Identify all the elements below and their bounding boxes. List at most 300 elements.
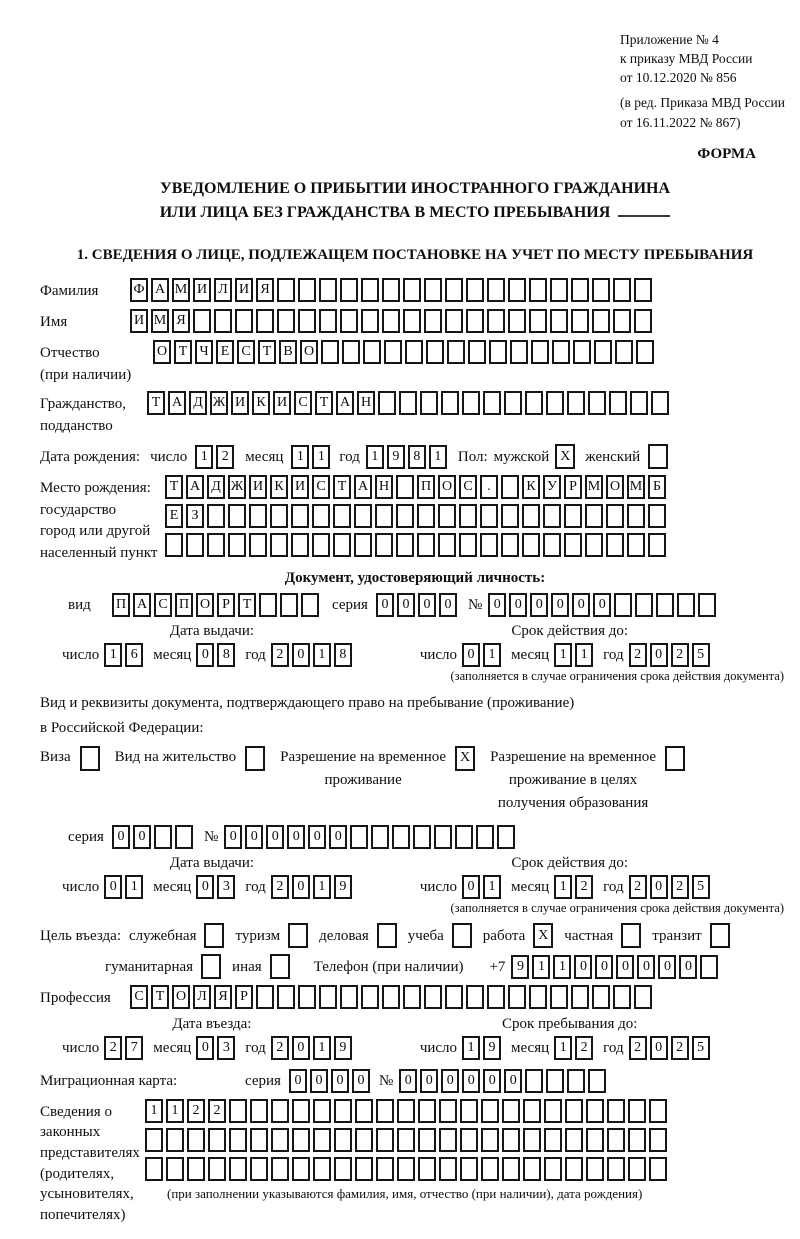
birth-place-field-line1[interactable]	[165, 475, 669, 499]
char-cell[interactable]	[480, 533, 498, 557]
char-cell[interactable]	[292, 1157, 310, 1181]
char-cell[interactable]: 5	[692, 875, 710, 899]
char-cell[interactable]	[298, 985, 316, 1009]
char-cell[interactable]	[439, 1099, 457, 1123]
char-cell[interactable]	[677, 593, 695, 617]
char-cell[interactable]	[567, 1069, 585, 1093]
char-cell[interactable]	[586, 1099, 604, 1123]
char-cell[interactable]	[497, 825, 515, 849]
char-cell[interactable]: О	[196, 593, 214, 617]
char-cell[interactable]	[586, 1157, 604, 1181]
char-cell[interactable]	[154, 825, 172, 849]
char-cell[interactable]: 9	[334, 1036, 352, 1060]
char-cell[interactable]: Я	[256, 278, 274, 302]
purpose-official-checkbox[interactable]	[204, 923, 224, 948]
char-cell[interactable]	[207, 533, 225, 557]
char-cell[interactable]: 2	[271, 875, 289, 899]
migration-series-field[interactable]	[289, 1069, 373, 1093]
char-cell[interactable]: И	[291, 475, 309, 499]
char-cell[interactable]: К	[270, 475, 288, 499]
char-cell[interactable]	[354, 504, 372, 528]
char-cell[interactable]	[445, 985, 463, 1009]
char-cell[interactable]: 2	[575, 1036, 593, 1060]
char-cell[interactable]	[634, 985, 652, 1009]
char-cell[interactable]: И	[249, 475, 267, 499]
char-cell[interactable]	[522, 533, 540, 557]
char-cell[interactable]	[403, 309, 421, 333]
char-cell[interactable]	[502, 1099, 520, 1123]
char-cell[interactable]	[417, 533, 435, 557]
char-cell[interactable]	[501, 504, 519, 528]
profession-field[interactable]	[130, 985, 655, 1009]
char-cell[interactable]: 1	[145, 1099, 163, 1123]
char-cell[interactable]: 0	[292, 1036, 310, 1060]
char-cell[interactable]: 5	[692, 1036, 710, 1060]
char-cell[interactable]	[459, 533, 477, 557]
char-cell[interactable]	[550, 278, 568, 302]
char-cell[interactable]: Е	[165, 504, 183, 528]
char-cell[interactable]	[459, 504, 477, 528]
char-cell[interactable]: 2	[208, 1099, 226, 1123]
char-cell[interactable]	[508, 985, 526, 1009]
residence-valid-month-field[interactable]	[554, 875, 596, 899]
char-cell[interactable]	[635, 593, 653, 617]
char-cell[interactable]: 0	[308, 825, 326, 849]
char-cell[interactable]: 9	[483, 1036, 501, 1060]
residence-series-field[interactable]	[112, 825, 196, 849]
char-cell[interactable]: 1	[166, 1099, 184, 1123]
char-cell[interactable]: 0	[418, 593, 436, 617]
purpose-tourism-checkbox[interactable]	[288, 923, 308, 948]
char-cell[interactable]	[392, 825, 410, 849]
entry-month-field[interactable]	[196, 1036, 238, 1060]
char-cell[interactable]	[606, 504, 624, 528]
char-cell[interactable]	[460, 1157, 478, 1181]
char-cell[interactable]	[321, 340, 339, 364]
char-cell[interactable]: С	[312, 475, 330, 499]
char-cell[interactable]	[609, 391, 627, 415]
char-cell[interactable]	[615, 340, 633, 364]
char-cell[interactable]	[397, 1128, 415, 1152]
char-cell[interactable]	[649, 1128, 667, 1152]
char-cell[interactable]: Е	[216, 340, 234, 364]
char-cell[interactable]	[350, 825, 368, 849]
purpose-other-checkbox[interactable]	[270, 954, 290, 979]
char-cell[interactable]	[371, 825, 389, 849]
char-cell[interactable]	[481, 1099, 499, 1123]
char-cell[interactable]: 2	[671, 875, 689, 899]
char-cell[interactable]: Т	[333, 475, 351, 499]
char-cell[interactable]: И	[231, 391, 249, 415]
char-cell[interactable]	[397, 1099, 415, 1123]
char-cell[interactable]	[334, 1128, 352, 1152]
char-cell[interactable]	[361, 309, 379, 333]
char-cell[interactable]	[249, 533, 267, 557]
char-cell[interactable]	[628, 1128, 646, 1152]
char-cell[interactable]: М	[585, 475, 603, 499]
patronymic-field[interactable]	[153, 340, 657, 364]
char-cell[interactable]	[476, 825, 494, 849]
char-cell[interactable]	[235, 309, 253, 333]
char-cell[interactable]: 0	[292, 875, 310, 899]
char-cell[interactable]	[564, 533, 582, 557]
char-cell[interactable]: К	[252, 391, 270, 415]
char-cell[interactable]: 0	[504, 1069, 522, 1093]
char-cell[interactable]	[229, 1128, 247, 1152]
char-cell[interactable]: Ж	[228, 475, 246, 499]
visa-checkbox[interactable]	[80, 746, 100, 771]
char-cell[interactable]	[504, 391, 522, 415]
char-cell[interactable]: Д	[189, 391, 207, 415]
char-cell[interactable]	[656, 593, 674, 617]
char-cell[interactable]	[466, 309, 484, 333]
residence-number-field[interactable]	[224, 825, 518, 849]
char-cell[interactable]	[313, 1128, 331, 1152]
char-cell[interactable]	[424, 309, 442, 333]
residence-permit-checkbox[interactable]	[245, 746, 265, 771]
char-cell[interactable]	[277, 309, 295, 333]
char-cell[interactable]: О	[606, 475, 624, 499]
char-cell[interactable]	[361, 278, 379, 302]
char-cell[interactable]	[228, 533, 246, 557]
birth-place-field-line3[interactable]	[165, 533, 669, 557]
char-cell[interactable]	[501, 475, 519, 499]
char-cell[interactable]: 0	[420, 1069, 438, 1093]
char-cell[interactable]: 3	[217, 1036, 235, 1060]
char-cell[interactable]: 0	[196, 875, 214, 899]
char-cell[interactable]: 0	[637, 955, 655, 979]
char-cell[interactable]: 6	[125, 643, 143, 667]
char-cell[interactable]	[445, 309, 463, 333]
char-cell[interactable]	[250, 1128, 268, 1152]
char-cell[interactable]	[523, 1128, 541, 1152]
char-cell[interactable]	[187, 1157, 205, 1181]
char-cell[interactable]	[439, 1128, 457, 1152]
char-cell[interactable]	[298, 309, 316, 333]
purpose-humanitarian-checkbox[interactable]	[201, 954, 221, 979]
char-cell[interactable]: 2	[671, 643, 689, 667]
char-cell[interactable]	[585, 533, 603, 557]
char-cell[interactable]	[420, 391, 438, 415]
char-cell[interactable]: Т	[165, 475, 183, 499]
char-cell[interactable]	[592, 985, 610, 1009]
entry-day-field[interactable]	[104, 1036, 146, 1060]
char-cell[interactable]	[627, 504, 645, 528]
sex-male-checkbox[interactable]: X	[555, 444, 575, 469]
char-cell[interactable]: 1	[483, 875, 501, 899]
char-cell[interactable]	[291, 504, 309, 528]
char-cell[interactable]: Т	[174, 340, 192, 364]
char-cell[interactable]: 1	[313, 1036, 331, 1060]
char-cell[interactable]: 9	[387, 445, 405, 469]
char-cell[interactable]: 0	[574, 955, 592, 979]
char-cell[interactable]: 9	[511, 955, 529, 979]
doc-valid-day-field[interactable]	[462, 643, 504, 667]
char-cell[interactable]: Б	[648, 475, 666, 499]
char-cell[interactable]: Р	[564, 475, 582, 499]
char-cell[interactable]: М	[627, 475, 645, 499]
char-cell[interactable]	[586, 1128, 604, 1152]
char-cell[interactable]: 2	[271, 1036, 289, 1060]
char-cell[interactable]	[396, 475, 414, 499]
birth-year-field[interactable]	[366, 445, 450, 469]
char-cell[interactable]: Я	[214, 985, 232, 1009]
char-cell[interactable]	[565, 1099, 583, 1123]
char-cell[interactable]: 2	[271, 643, 289, 667]
char-cell[interactable]	[614, 593, 632, 617]
char-cell[interactable]: А	[186, 475, 204, 499]
char-cell[interactable]	[418, 1099, 436, 1123]
char-cell[interactable]: 1	[553, 955, 571, 979]
char-cell[interactable]	[208, 1128, 226, 1152]
representatives-field-line1[interactable]	[145, 1099, 670, 1123]
char-cell[interactable]	[175, 825, 193, 849]
char-cell[interactable]	[607, 1157, 625, 1181]
char-cell[interactable]: 0	[595, 955, 613, 979]
char-cell[interactable]	[489, 340, 507, 364]
doc-valid-month-field[interactable]	[554, 643, 596, 667]
migration-number-field[interactable]	[399, 1069, 609, 1093]
char-cell[interactable]	[375, 504, 393, 528]
char-cell[interactable]: 1	[554, 1036, 572, 1060]
char-cell[interactable]	[384, 340, 402, 364]
purpose-study-checkbox[interactable]	[452, 923, 472, 948]
char-cell[interactable]	[648, 504, 666, 528]
char-cell[interactable]: И	[193, 278, 211, 302]
char-cell[interactable]	[291, 533, 309, 557]
char-cell[interactable]	[250, 1099, 268, 1123]
char-cell[interactable]	[700, 955, 718, 979]
char-cell[interactable]	[649, 1099, 667, 1123]
temp-residence-checkbox[interactable]: X	[455, 746, 475, 771]
char-cell[interactable]	[165, 533, 183, 557]
char-cell[interactable]	[571, 985, 589, 1009]
char-cell[interactable]	[460, 1128, 478, 1152]
char-cell[interactable]: 0	[488, 593, 506, 617]
char-cell[interactable]	[487, 278, 505, 302]
char-cell[interactable]	[319, 985, 337, 1009]
char-cell[interactable]	[525, 1069, 543, 1093]
char-cell[interactable]	[487, 309, 505, 333]
char-cell[interactable]: И	[235, 278, 253, 302]
char-cell[interactable]: 0	[245, 825, 263, 849]
residence-issue-month-field[interactable]	[196, 875, 238, 899]
char-cell[interactable]	[424, 985, 442, 1009]
char-cell[interactable]	[277, 985, 295, 1009]
char-cell[interactable]: 0	[441, 1069, 459, 1093]
char-cell[interactable]: 0	[650, 1036, 668, 1060]
char-cell[interactable]: 0	[593, 593, 611, 617]
char-cell[interactable]: 1	[125, 875, 143, 899]
char-cell[interactable]	[501, 533, 519, 557]
char-cell[interactable]	[256, 985, 274, 1009]
char-cell[interactable]: 1	[291, 445, 309, 469]
char-cell[interactable]: Н	[375, 475, 393, 499]
char-cell[interactable]	[544, 1128, 562, 1152]
char-cell[interactable]	[502, 1128, 520, 1152]
char-cell[interactable]: 3	[217, 875, 235, 899]
char-cell[interactable]	[375, 533, 393, 557]
char-cell[interactable]	[396, 504, 414, 528]
char-cell[interactable]	[529, 278, 547, 302]
char-cell[interactable]: Ж	[210, 391, 228, 415]
char-cell[interactable]	[439, 1157, 457, 1181]
char-cell[interactable]: 0	[329, 825, 347, 849]
char-cell[interactable]	[417, 504, 435, 528]
char-cell[interactable]	[434, 825, 452, 849]
char-cell[interactable]	[361, 985, 379, 1009]
char-cell[interactable]: Ф	[130, 278, 148, 302]
char-cell[interactable]	[403, 985, 421, 1009]
char-cell[interactable]	[573, 340, 591, 364]
char-cell[interactable]: Т	[315, 391, 333, 415]
char-cell[interactable]	[405, 340, 423, 364]
doc-series-field[interactable]	[376, 593, 460, 617]
given-name-field[interactable]	[130, 309, 655, 333]
stay-day-field[interactable]	[462, 1036, 504, 1060]
char-cell[interactable]	[552, 340, 570, 364]
char-cell[interactable]: 0	[679, 955, 697, 979]
char-cell[interactable]	[627, 533, 645, 557]
char-cell[interactable]	[342, 340, 360, 364]
char-cell[interactable]	[529, 985, 547, 1009]
char-cell[interactable]	[340, 309, 358, 333]
char-cell[interactable]: Р	[217, 593, 235, 617]
char-cell[interactable]	[565, 1128, 583, 1152]
char-cell[interactable]: 0	[616, 955, 634, 979]
char-cell[interactable]	[606, 533, 624, 557]
char-cell[interactable]	[270, 504, 288, 528]
char-cell[interactable]: Т	[151, 985, 169, 1009]
char-cell[interactable]: 0	[650, 875, 668, 899]
temp-residence-education-checkbox[interactable]	[665, 746, 685, 771]
char-cell[interactable]	[166, 1128, 184, 1152]
char-cell[interactable]: 0	[509, 593, 527, 617]
char-cell[interactable]	[270, 533, 288, 557]
char-cell[interactable]	[271, 1128, 289, 1152]
char-cell[interactable]	[319, 309, 337, 333]
char-cell[interactable]: 0	[650, 643, 668, 667]
char-cell[interactable]: А	[151, 278, 169, 302]
char-cell[interactable]: З	[186, 504, 204, 528]
char-cell[interactable]: 0	[397, 593, 415, 617]
char-cell[interactable]: 0	[331, 1069, 349, 1093]
char-cell[interactable]	[376, 1157, 394, 1181]
char-cell[interactable]: О	[153, 340, 171, 364]
char-cell[interactable]: 1	[366, 445, 384, 469]
residence-valid-day-field[interactable]	[462, 875, 504, 899]
char-cell[interactable]	[313, 1099, 331, 1123]
char-cell[interactable]	[544, 1157, 562, 1181]
char-cell[interactable]: Я	[172, 309, 190, 333]
char-cell[interactable]	[613, 278, 631, 302]
char-cell[interactable]: Н	[357, 391, 375, 415]
char-cell[interactable]	[145, 1157, 163, 1181]
char-cell[interactable]	[550, 985, 568, 1009]
char-cell[interactable]	[483, 391, 501, 415]
char-cell[interactable]	[634, 278, 652, 302]
doc-type-field[interactable]	[112, 593, 322, 617]
char-cell[interactable]: 1	[313, 875, 331, 899]
char-cell[interactable]	[256, 309, 274, 333]
phone-field[interactable]	[511, 955, 721, 979]
char-cell[interactable]: 0	[352, 1069, 370, 1093]
char-cell[interactable]	[455, 825, 473, 849]
char-cell[interactable]: 0	[196, 643, 214, 667]
char-cell[interactable]: П	[175, 593, 193, 617]
char-cell[interactable]	[207, 504, 225, 528]
char-cell[interactable]	[187, 1128, 205, 1152]
char-cell[interactable]: А	[133, 593, 151, 617]
char-cell[interactable]: 0	[310, 1069, 328, 1093]
char-cell[interactable]	[571, 278, 589, 302]
char-cell[interactable]	[564, 504, 582, 528]
char-cell[interactable]	[426, 340, 444, 364]
char-cell[interactable]	[354, 533, 372, 557]
char-cell[interactable]	[378, 391, 396, 415]
char-cell[interactable]	[607, 1128, 625, 1152]
char-cell[interactable]	[355, 1099, 373, 1123]
char-cell[interactable]: 2	[629, 1036, 647, 1060]
char-cell[interactable]	[592, 278, 610, 302]
char-cell[interactable]: Р	[235, 985, 253, 1009]
char-cell[interactable]: Д	[207, 475, 225, 499]
char-cell[interactable]	[508, 278, 526, 302]
residence-issue-year-field[interactable]	[271, 875, 355, 899]
char-cell[interactable]	[480, 504, 498, 528]
char-cell[interactable]	[487, 985, 505, 1009]
char-cell[interactable]	[277, 278, 295, 302]
char-cell[interactable]	[229, 1157, 247, 1181]
char-cell[interactable]: 0	[104, 875, 122, 899]
char-cell[interactable]	[481, 1157, 499, 1181]
char-cell[interactable]: 8	[334, 643, 352, 667]
char-cell[interactable]: 1	[554, 875, 572, 899]
char-cell[interactable]	[312, 533, 330, 557]
char-cell[interactable]	[523, 1157, 541, 1181]
char-cell[interactable]	[651, 391, 669, 415]
char-cell[interactable]	[334, 1157, 352, 1181]
char-cell[interactable]: 1	[483, 643, 501, 667]
char-cell[interactable]: С	[294, 391, 312, 415]
char-cell[interactable]	[571, 309, 589, 333]
char-cell[interactable]	[334, 1099, 352, 1123]
char-cell[interactable]	[312, 504, 330, 528]
char-cell[interactable]	[447, 340, 465, 364]
char-cell[interactable]: 0	[572, 593, 590, 617]
char-cell[interactable]	[333, 504, 351, 528]
char-cell[interactable]: 1	[313, 643, 331, 667]
char-cell[interactable]: 9	[334, 875, 352, 899]
char-cell[interactable]	[228, 504, 246, 528]
char-cell[interactable]: 0	[551, 593, 569, 617]
char-cell[interactable]	[565, 1157, 583, 1181]
char-cell[interactable]	[271, 1099, 289, 1123]
birth-day-field[interactable]	[195, 445, 237, 469]
char-cell[interactable]	[628, 1099, 646, 1123]
representatives-field-line2[interactable]	[145, 1128, 670, 1152]
purpose-transit-checkbox[interactable]	[710, 923, 730, 948]
char-cell[interactable]: О	[300, 340, 318, 364]
char-cell[interactable]	[249, 504, 267, 528]
char-cell[interactable]: М	[172, 278, 190, 302]
char-cell[interactable]	[460, 1099, 478, 1123]
char-cell[interactable]	[413, 825, 431, 849]
char-cell[interactable]: 8	[408, 445, 426, 469]
sex-female-checkbox[interactable]	[648, 444, 668, 469]
char-cell[interactable]: В	[279, 340, 297, 364]
char-cell[interactable]: 0	[462, 1069, 480, 1093]
